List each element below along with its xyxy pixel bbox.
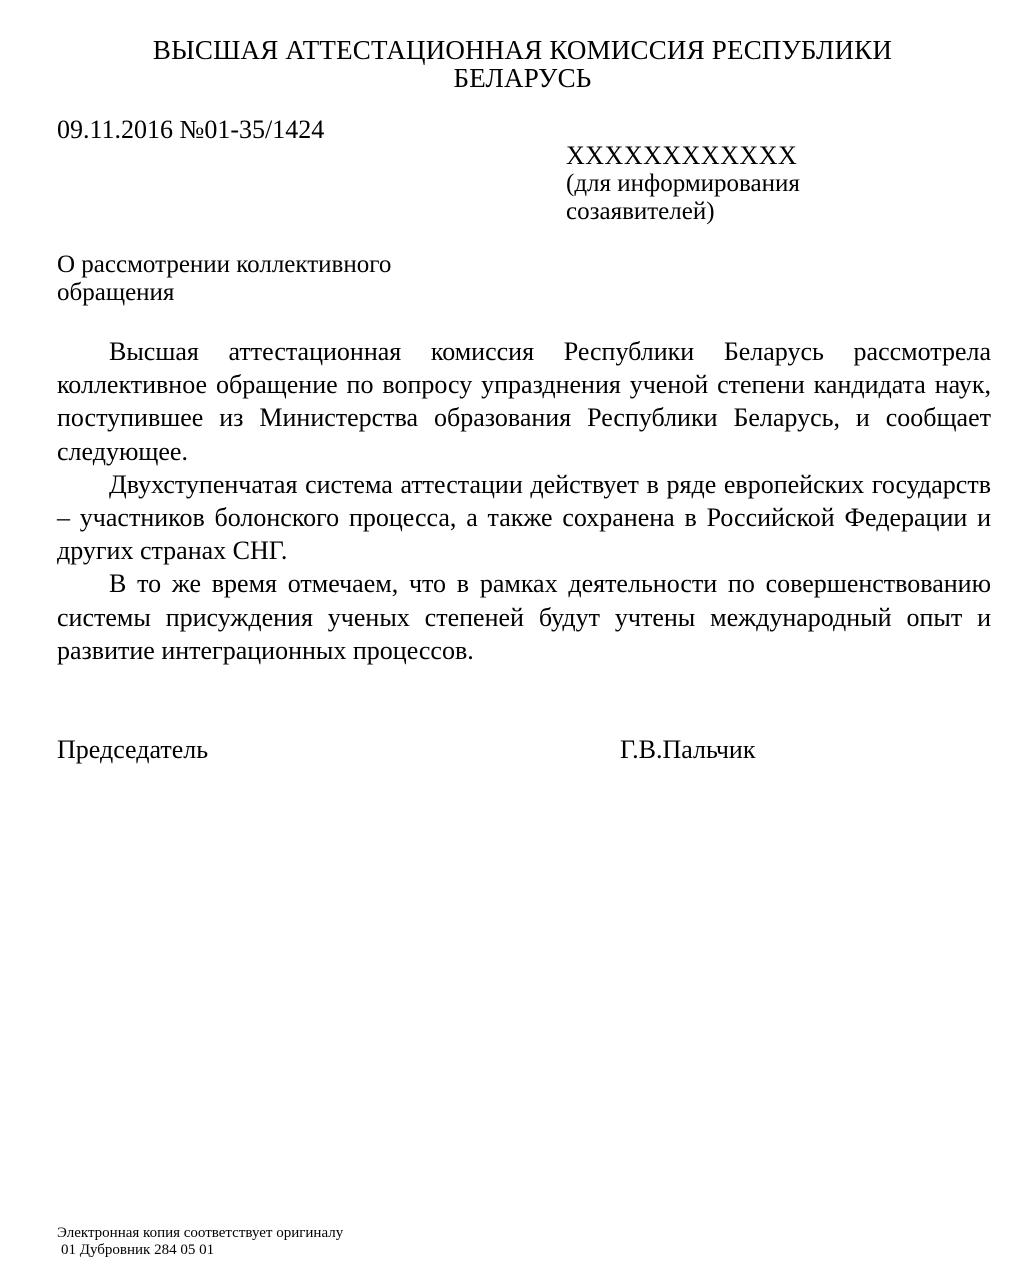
- footer-line2: 01 Дубровник 284 05 01: [61, 1242, 215, 1258]
- signature-name: Г.В.Пальчик: [620, 735, 756, 764]
- subject-line2: обращения: [57, 279, 175, 306]
- body-paragraph: Высшая аттестационная комиссия Республики Беларусь рассмотрела коллективное обращение по вопросу упразднения ученой степени кандидата наук, поступившее из Министерства образования Республики Беларусь, и сообщает следующее.: [57, 337, 991, 466]
- organization-title: [0, 36, 1027, 92]
- footer-note: [57, 1225, 343, 1259]
- signature-role: Председатель: [57, 735, 209, 764]
- organization-title-line1: ВЫСШАЯ АТТЕСТАЦИОННАЯ КОМИССИЯ РЕСПУБЛИКИ: [152, 35, 893, 65]
- document-subject: [57, 251, 391, 307]
- recipient-note-line1: (для информирования: [566, 170, 800, 197]
- recipient-block: [566, 142, 800, 226]
- body-paragraph: В то же время отмечаем, что в рамках деятельности по совершенствованию системы присуждения ученых степеней будут учтены международный опыт и развитие интеграционных процессов.: [57, 569, 991, 665]
- body-paragraph: Двухступенчатая система аттестации действует в ряде европейских государств – участников болонского процесса, а также сохранена в Российской Федерации и других странах СНГ.: [57, 469, 991, 566]
- recipient-name: ХХХХХХХХХХХХ: [566, 141, 798, 170]
- letter-body: [57, 335, 991, 667]
- subject-line1: О рассмотрении коллективного: [57, 251, 392, 278]
- recipient-note-line2: созаявителей): [566, 198, 715, 225]
- organization-title-line2: БЕЛАРУСЬ: [453, 63, 592, 93]
- footer-line1: Электронная копия соответствует оригиналу: [57, 1225, 344, 1241]
- document-date-reference: 09.11.2016 №01-35/1424: [57, 115, 325, 144]
